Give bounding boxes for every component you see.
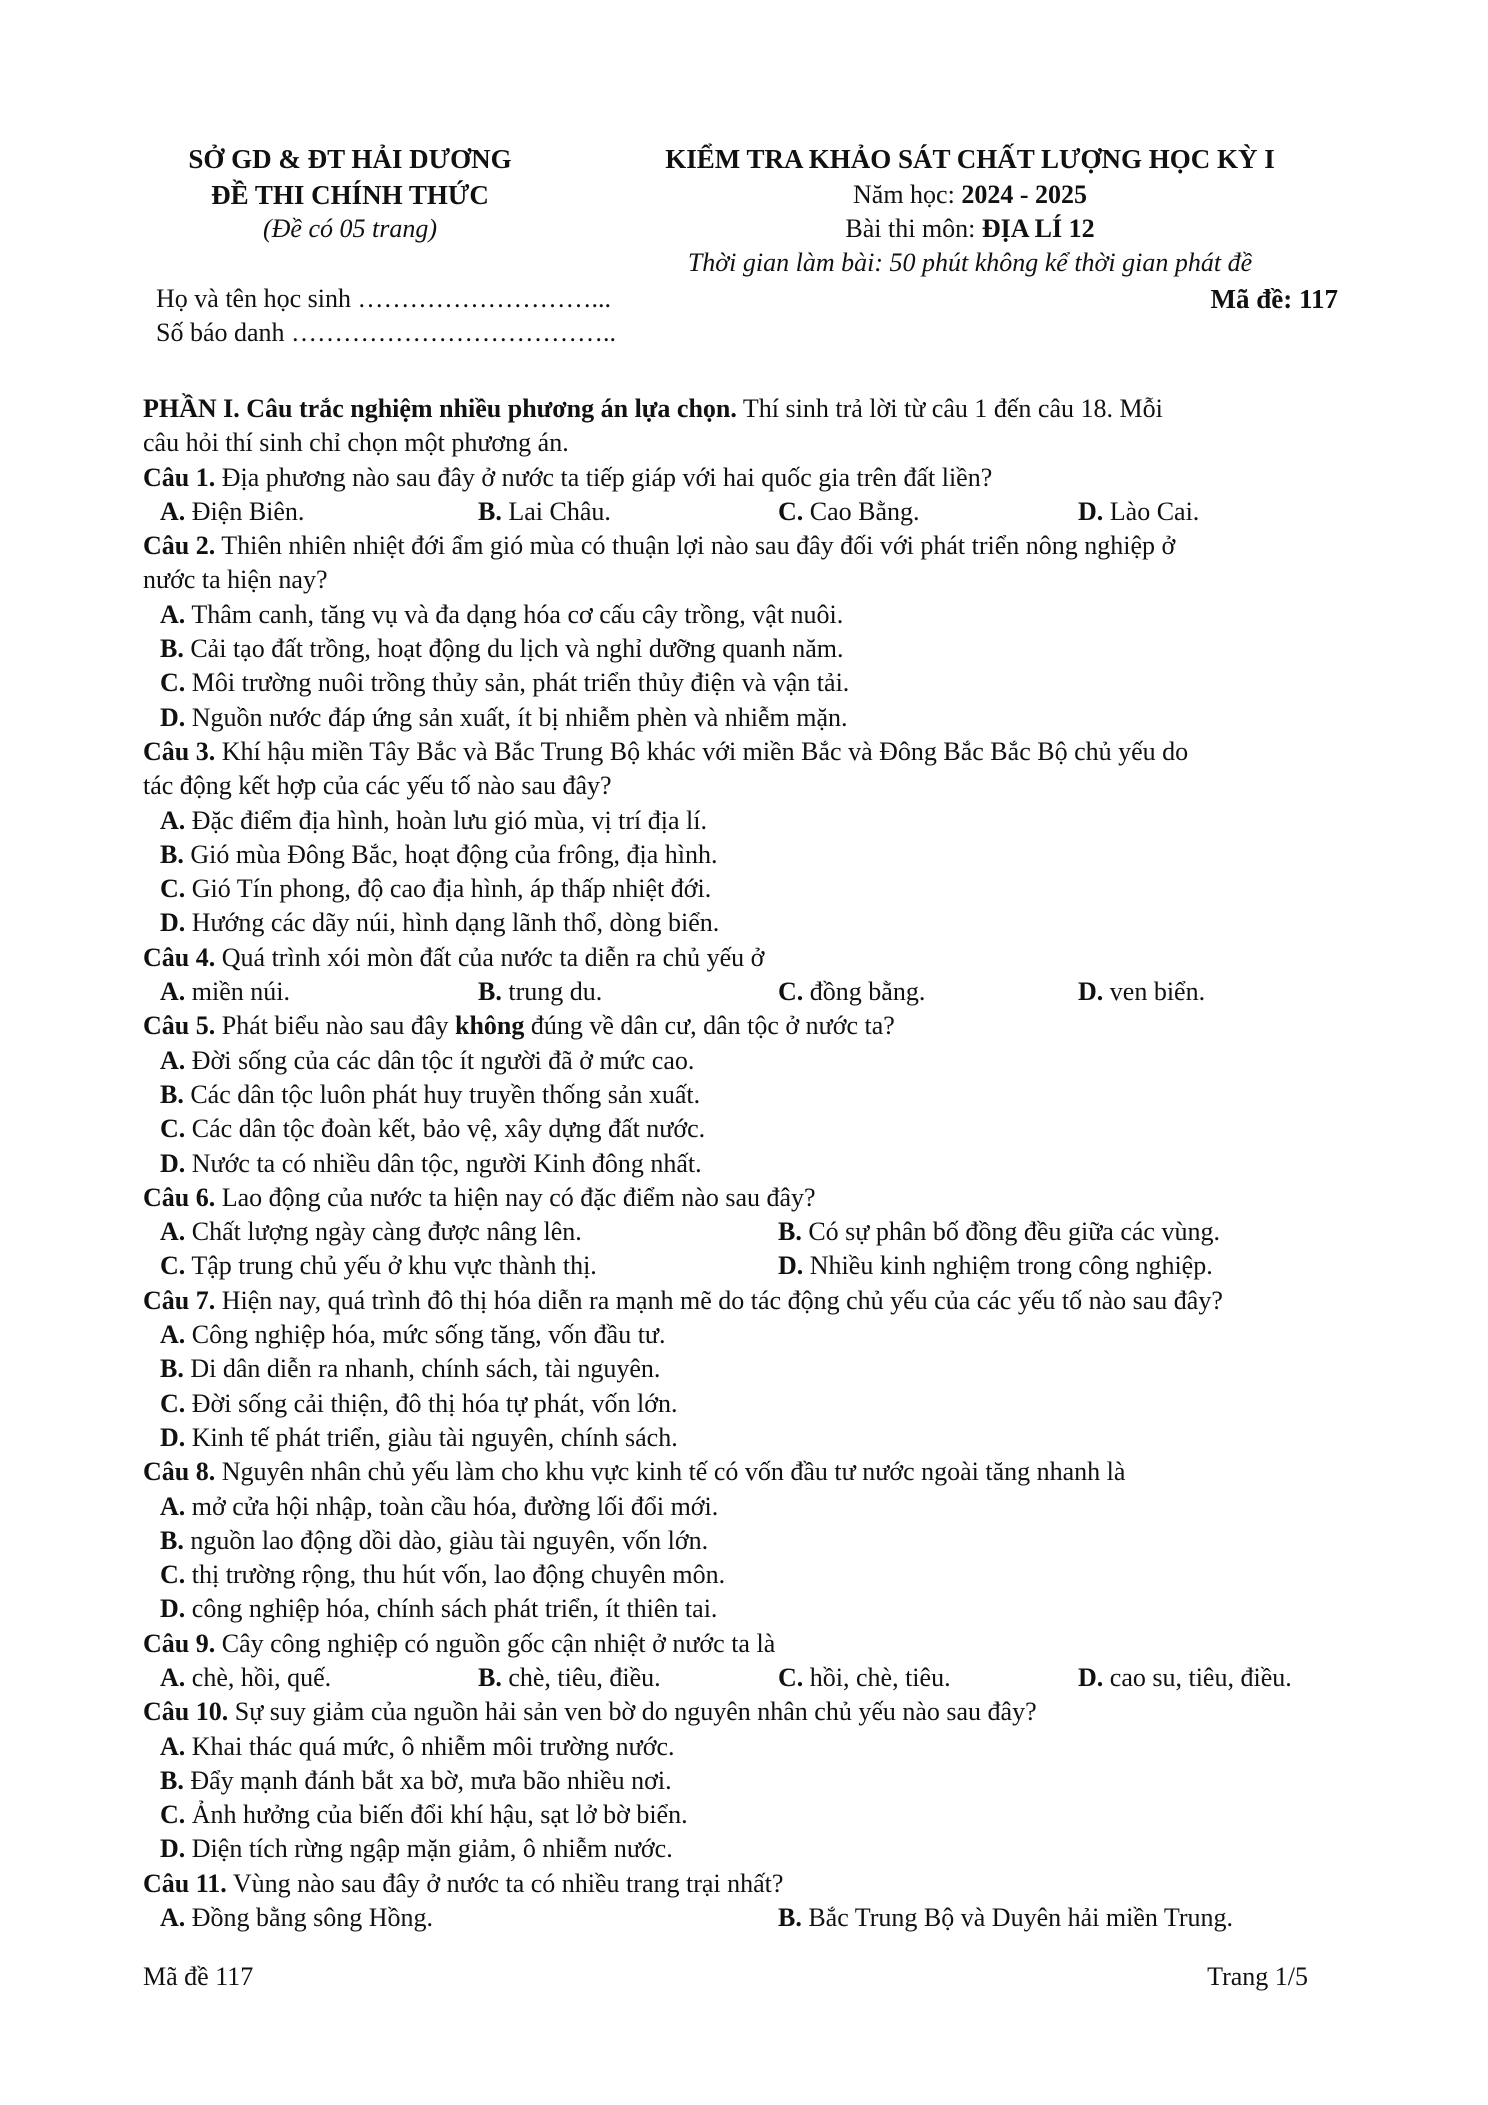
option-letter: A. bbox=[160, 496, 186, 526]
option-row bbox=[143, 1490, 1353, 1524]
option-text: Các dân tộc đoàn kết, bảo vệ, xây dựng đất nước. bbox=[191, 1114, 706, 1144]
option-text: Nước ta có nhiều dân tộc, người Kinh đông nhất. bbox=[191, 1148, 702, 1178]
option-text: thị trường rộng, thu hút vốn, lao động chuyên môn. bbox=[191, 1560, 726, 1590]
school-year bbox=[600, 182, 1340, 208]
question-stem bbox=[143, 1284, 1353, 1318]
answer-option[interactable] bbox=[778, 497, 920, 526]
section-title: PHẦN I. Câu trắc nghiệm nhiều phương án lựa chọn. bbox=[143, 394, 737, 423]
option-text: Ảnh hưởng của biến đổi khí hậu, sạt lở bờ biển. bbox=[191, 1800, 688, 1830]
answer-option[interactable] bbox=[160, 1080, 700, 1109]
subject bbox=[600, 216, 1340, 242]
answer-option[interactable] bbox=[160, 840, 717, 869]
answer-option[interactable] bbox=[160, 1354, 660, 1383]
option-cell bbox=[778, 1249, 1213, 1283]
option-letter: A. bbox=[160, 1903, 186, 1933]
option-letter: A. bbox=[160, 1217, 186, 1247]
option-row bbox=[143, 1352, 1353, 1386]
option-row bbox=[143, 1592, 1353, 1626]
question-stem bbox=[143, 563, 1353, 597]
question-stem bbox=[143, 1009, 1353, 1043]
option-text: Hướng các dãy núi, hình dạng lãnh thổ, dòng biển. bbox=[191, 908, 720, 938]
option-text: Tập trung chủ yếu ở khu vực thành thị. bbox=[191, 1251, 597, 1281]
option-letter: C. bbox=[778, 1662, 804, 1692]
option-letter: D. bbox=[160, 1834, 186, 1864]
footer-page-number: Trang 1/5 bbox=[1207, 1962, 1308, 1991]
candidate-number-line: Số báo danh ……………………………….. bbox=[156, 318, 617, 347]
option-text: chè, hồi, quế. bbox=[191, 1662, 332, 1692]
question-text: Nguyên nhân chủ yếu làm cho khu vực kinh tế có vốn đầu tư nước ngoài tăng nhanh là bbox=[221, 1457, 1126, 1487]
question-text: đúng về dân cư, dân tộc ở nước ta? bbox=[524, 1011, 895, 1041]
option-letter: D. bbox=[778, 1251, 804, 1281]
option-letter: D. bbox=[160, 1422, 186, 1452]
answer-option[interactable] bbox=[160, 1732, 675, 1761]
option-row bbox=[143, 666, 1353, 700]
question-text: nước ta hiện nay? bbox=[143, 565, 328, 595]
option-text: Chất lượng ngày càng được nâng lên. bbox=[191, 1217, 582, 1247]
question-text: Lao động của nước ta hiện nay có đặc điểm nào sau đây? bbox=[221, 1182, 816, 1212]
answer-option[interactable] bbox=[778, 1217, 1220, 1246]
option-text: hồi, chè, tiêu. bbox=[809, 1662, 951, 1692]
exam-code: Mã đề: 117 bbox=[1210, 284, 1338, 314]
option-cell bbox=[160, 495, 304, 529]
answer-option[interactable] bbox=[160, 1423, 678, 1452]
option-letter: A. bbox=[160, 1320, 186, 1350]
answer-option[interactable] bbox=[160, 1251, 597, 1280]
option-text: Bắc Trung Bộ và Duyên hải miền Trung. bbox=[808, 1903, 1234, 1933]
option-text: nguồn lao động dồi dào, giàu tài nguyên, vốn lớn. bbox=[190, 1525, 709, 1555]
question-text: Phát biểu nào sau đây bbox=[221, 1011, 455, 1041]
question-text: Thiên nhiên nhiệt đới ẩm gió mùa có thuận lợi nào sau đây đối với phát triển nông nghiệp ở bbox=[221, 531, 1176, 561]
option-letter: C. bbox=[778, 496, 804, 526]
subject-value: ĐỊA LÍ 12 bbox=[981, 214, 1095, 243]
answer-option[interactable] bbox=[160, 1834, 673, 1863]
option-letter: B. bbox=[778, 1903, 802, 1933]
option-row bbox=[143, 1421, 1353, 1455]
option-row bbox=[143, 975, 1353, 1009]
question-stem bbox=[143, 1867, 1353, 1901]
option-text: Công nghiệp hóa, mức sống tăng, vốn đầu tư. bbox=[191, 1320, 666, 1350]
answer-option[interactable] bbox=[160, 634, 844, 663]
answer-option[interactable] bbox=[160, 1046, 694, 1075]
question-label: Câu 7. bbox=[143, 1285, 216, 1315]
option-text: chè, tiêu, điều. bbox=[508, 1662, 661, 1692]
option-letter: C. bbox=[160, 1251, 186, 1281]
section-intro-line-2: câu hỏi thí sinh chỉ chọn một phương án. bbox=[143, 428, 569, 458]
option-cell bbox=[478, 975, 602, 1009]
exam-title: KIỂM TRA KHẢO SÁT CHẤT LƯỢNG HỌC KỲ I bbox=[665, 144, 1275, 174]
question-text: tác động kết hợp của các yếu tố nào sau đây? bbox=[143, 771, 612, 801]
option-row bbox=[143, 1764, 1353, 1798]
question-stem bbox=[143, 941, 1353, 975]
answer-option[interactable] bbox=[160, 1560, 725, 1589]
footer-exam-code: Mã đề 117 bbox=[143, 1962, 254, 1991]
option-row bbox=[143, 1832, 1353, 1866]
question-stem bbox=[143, 1695, 1353, 1729]
answer-option[interactable] bbox=[160, 1389, 677, 1418]
option-row bbox=[143, 701, 1353, 735]
option-text: miền núi. bbox=[191, 977, 290, 1007]
answer-option[interactable] bbox=[778, 1663, 951, 1692]
option-row bbox=[143, 1318, 1353, 1352]
option-text: Các dân tộc luôn phát huy truyền thống sản xuất. bbox=[190, 1079, 701, 1109]
option-row bbox=[143, 495, 1353, 529]
option-row bbox=[143, 1901, 1353, 1935]
option-cell bbox=[1078, 975, 1205, 1009]
question-text: Quá trình xói mòn đất của nước ta diễn ra chủ yếu ở bbox=[221, 942, 765, 972]
official-exam-label: ĐỀ THI CHÍNH THỨC bbox=[211, 180, 489, 210]
department-name: SỞ GD & ĐT HẢI DƯƠNG bbox=[188, 144, 512, 174]
question-stem bbox=[143, 1627, 1353, 1661]
option-text: Đặc điểm địa hình, hoàn lưu gió mùa, vị trí địa lí. bbox=[191, 805, 707, 835]
question-label: Câu 4. bbox=[143, 942, 216, 972]
exam-content bbox=[143, 392, 1353, 1935]
option-text: Nhiều kinh nghiệm trong công nghiệp. bbox=[809, 1251, 1213, 1281]
option-letter: B. bbox=[778, 1217, 802, 1247]
option-text: công nghiệp hóa, chính sách phát triển, ít thiên tai. bbox=[191, 1594, 718, 1624]
option-row bbox=[143, 632, 1353, 666]
question-label: Câu 5. bbox=[143, 1011, 216, 1041]
answer-option[interactable] bbox=[160, 668, 849, 697]
option-row bbox=[143, 906, 1353, 940]
option-text: Môi trường nuôi trồng thủy sản, phát triển thủy điện và vận tải. bbox=[191, 668, 850, 698]
option-text: Điện Biên. bbox=[191, 496, 305, 526]
option-row bbox=[143, 1558, 1353, 1592]
answer-option[interactable] bbox=[160, 1903, 433, 1932]
option-row bbox=[143, 1387, 1353, 1421]
option-text: Di dân diễn ra nhanh, chính sách, tài nguyên. bbox=[190, 1354, 661, 1384]
option-text: Đồng bằng sông Hồng. bbox=[191, 1903, 433, 1933]
option-letter: B. bbox=[160, 1354, 184, 1384]
answer-option[interactable] bbox=[160, 600, 843, 629]
answer-option[interactable] bbox=[160, 1320, 666, 1349]
question-stem bbox=[143, 461, 1353, 495]
option-letter: B. bbox=[478, 1662, 502, 1692]
option-letter: A. bbox=[160, 1731, 186, 1761]
answer-option[interactable] bbox=[160, 874, 711, 903]
option-cell bbox=[478, 1661, 661, 1695]
option-text: Gió Tín phong, độ cao địa hình, áp thấp nhiệt đới. bbox=[191, 874, 712, 904]
question-text: Hiện nay, quá trình đô thị hóa diễn ra mạnh mẽ do tác động chủ yếu của các yếu tố nào sau đây? bbox=[221, 1285, 1223, 1315]
answer-option[interactable] bbox=[160, 806, 707, 835]
question-text: Vùng nào sau đây ở nước ta có nhiều trang trại nhất? bbox=[232, 1868, 784, 1898]
answer-option[interactable] bbox=[1078, 497, 1199, 526]
answer-option[interactable] bbox=[160, 703, 847, 732]
option-letter: A. bbox=[160, 1662, 186, 1692]
option-letter: B. bbox=[478, 977, 502, 1007]
option-cell bbox=[160, 1901, 433, 1935]
question-text: Sự suy giảm của nguồn hải sản ven bờ do nguyên nhân chủ yếu nào sau đây? bbox=[234, 1697, 1037, 1727]
question-stem bbox=[143, 735, 1353, 769]
option-row bbox=[143, 1112, 1353, 1146]
option-row bbox=[143, 1215, 1353, 1249]
option-text: cao su, tiêu, điều. bbox=[1109, 1662, 1292, 1692]
option-row bbox=[143, 1524, 1353, 1558]
option-text: trung du. bbox=[508, 977, 603, 1007]
option-text: Cao Bằng. bbox=[809, 496, 920, 526]
school-year-value: 2024 - 2025 bbox=[961, 180, 1087, 209]
question-text: Địa phương nào sau đây ở nước ta tiếp giáp với hai quốc gia trên đất liền? bbox=[221, 462, 993, 492]
school-year-label: Năm học: bbox=[853, 180, 962, 209]
option-text: Khai thác quá mức, ô nhiễm môi trường nước. bbox=[191, 1731, 675, 1761]
option-letter: A. bbox=[160, 1491, 186, 1521]
option-letter: C. bbox=[160, 1114, 186, 1144]
option-letter: B. bbox=[160, 1525, 184, 1555]
answer-option[interactable] bbox=[778, 1251, 1213, 1280]
option-letter: C. bbox=[160, 1388, 186, 1418]
option-letter: D. bbox=[160, 908, 186, 938]
option-row bbox=[143, 1249, 1353, 1283]
question-label: Câu 9. bbox=[143, 1628, 216, 1658]
option-letter: B. bbox=[160, 1079, 184, 1109]
answer-option[interactable] bbox=[160, 1492, 718, 1521]
question-emphasis: không bbox=[454, 1011, 525, 1041]
option-letter: C. bbox=[160, 668, 186, 698]
question-text: Cây công nghiệp có nguồn gốc cận nhiệt ở nước ta là bbox=[221, 1628, 776, 1658]
answer-option[interactable] bbox=[160, 1766, 672, 1795]
page-count-note: (Đề có 05 trang) bbox=[262, 214, 437, 243]
question-label: Câu 8. bbox=[143, 1457, 216, 1487]
option-row bbox=[143, 1730, 1353, 1764]
option-text: Kinh tế phát triển, giàu tài nguyên, chính sách. bbox=[191, 1422, 678, 1452]
option-cell bbox=[778, 1661, 951, 1695]
section-intro-1: Thí sinh trả lời từ câu 1 đến câu 18. Mỗi bbox=[736, 394, 1163, 423]
answer-option[interactable] bbox=[160, 1663, 331, 1692]
option-letter: B. bbox=[160, 839, 184, 869]
option-letter: C. bbox=[160, 874, 186, 904]
option-cell bbox=[160, 1661, 331, 1695]
answer-option[interactable] bbox=[778, 1903, 1233, 1932]
option-text: Lai Châu. bbox=[508, 496, 611, 526]
option-letter: D. bbox=[160, 1148, 186, 1178]
option-letter: C. bbox=[160, 1800, 186, 1830]
answer-option[interactable] bbox=[1078, 977, 1205, 1006]
option-row bbox=[143, 804, 1353, 838]
answer-option[interactable] bbox=[478, 977, 602, 1006]
option-cell bbox=[160, 975, 290, 1009]
question-label: Câu 10. bbox=[143, 1697, 229, 1727]
option-cell bbox=[778, 1901, 1233, 1935]
question-stem bbox=[143, 769, 1353, 803]
answer-option[interactable] bbox=[160, 1114, 705, 1143]
option-text: Lào Cai. bbox=[1109, 496, 1200, 526]
option-cell bbox=[778, 975, 925, 1009]
option-letter: C. bbox=[160, 1560, 186, 1590]
option-text: Cải tạo đất trồng, hoạt động du lịch và nghỉ dưỡng quanh năm. bbox=[190, 634, 844, 664]
question-stem bbox=[143, 1181, 1353, 1215]
option-letter: A. bbox=[160, 805, 186, 835]
student-name-line: Họ và tên học sinh ………………………... bbox=[156, 284, 611, 313]
option-letter: B. bbox=[478, 496, 502, 526]
question-text: Khí hậu miền Tây Bắc và Bắc Trung Bộ khác với miền Bắc và Đông Bắc Bắc Bộ chủ yếu do bbox=[221, 736, 1189, 766]
question-label: Câu 6. bbox=[143, 1182, 216, 1212]
question-label: Câu 11. bbox=[143, 1868, 227, 1898]
option-letter: B. bbox=[160, 634, 184, 664]
subject-label: Bài thi môn: bbox=[845, 214, 982, 243]
answer-option[interactable] bbox=[160, 1594, 717, 1623]
answer-option[interactable] bbox=[160, 1217, 582, 1246]
answer-option[interactable] bbox=[478, 497, 611, 526]
option-text: ven biển. bbox=[1109, 977, 1206, 1007]
option-cell bbox=[1078, 495, 1199, 529]
option-text: Nguồn nước đáp ứng sản xuất, ít bị nhiễm phèn và nhiễm mặn. bbox=[191, 702, 848, 732]
option-text: Đời sống cải thiện, đô thị hóa tự phát, vốn lớn. bbox=[191, 1388, 678, 1418]
option-row bbox=[143, 1798, 1353, 1832]
option-letter: A. bbox=[160, 977, 186, 1007]
option-text: Thâm canh, tăng vụ và đa dạng hóa cơ cấu cây trồng, vật nuôi. bbox=[191, 599, 844, 629]
question-label: Câu 2. bbox=[143, 531, 216, 561]
question-stem bbox=[143, 1455, 1353, 1489]
option-row bbox=[143, 872, 1353, 906]
question-label: Câu 3. bbox=[143, 736, 216, 766]
option-row bbox=[143, 1661, 1353, 1695]
option-row bbox=[143, 838, 1353, 872]
answer-option[interactable] bbox=[778, 977, 925, 1006]
option-text: Gió mùa Đông Bắc, hoạt động của frông, địa hình. bbox=[190, 839, 718, 869]
option-row bbox=[143, 1147, 1353, 1181]
exam-duration: Thời gian làm bài: 50 phút không kể thời gian phát đề bbox=[687, 248, 1253, 277]
answer-option[interactable] bbox=[478, 1663, 661, 1692]
option-cell bbox=[778, 1215, 1220, 1249]
option-cell bbox=[160, 1215, 582, 1249]
option-cell bbox=[1078, 1661, 1292, 1695]
option-text: Có sự phân bố đồng đều giữa các vùng. bbox=[808, 1217, 1220, 1247]
question-label: Câu 1. bbox=[143, 462, 216, 492]
option-row bbox=[143, 598, 1353, 632]
answer-option[interactable] bbox=[160, 497, 304, 526]
option-letter: D. bbox=[1078, 977, 1104, 1007]
option-cell bbox=[160, 1249, 597, 1283]
question-stem bbox=[143, 529, 1353, 563]
option-cell bbox=[778, 495, 920, 529]
answer-option[interactable] bbox=[160, 1149, 702, 1178]
option-row bbox=[143, 1044, 1353, 1078]
option-cell bbox=[478, 495, 611, 529]
option-text: mở cửa hội nhập, toàn cầu hóa, đường lối đổi mới. bbox=[191, 1491, 719, 1521]
answer-option[interactable] bbox=[160, 1526, 708, 1555]
option-letter: A. bbox=[160, 599, 186, 629]
option-letter: D. bbox=[1078, 1662, 1104, 1692]
option-text: Đời sống của các dân tộc ít người đã ở mức cao. bbox=[191, 1045, 695, 1075]
section-intro-line-1 bbox=[143, 392, 1353, 426]
option-letter: D. bbox=[160, 702, 186, 732]
option-letter: D. bbox=[1078, 496, 1104, 526]
option-row bbox=[143, 1078, 1353, 1112]
answer-option[interactable] bbox=[160, 1800, 688, 1829]
option-text: Diện tích rừng ngập mặn giảm, ô nhiễm nước. bbox=[191, 1834, 673, 1864]
answer-option[interactable] bbox=[160, 977, 290, 1006]
option-letter: B. bbox=[160, 1765, 184, 1795]
option-letter: C. bbox=[778, 977, 804, 1007]
option-text: Đẩy mạnh đánh bắt xa bờ, mưa bão nhiều nơi. bbox=[190, 1765, 672, 1795]
option-letter: A. bbox=[160, 1045, 186, 1075]
option-text: đồng bằng. bbox=[809, 977, 926, 1007]
answer-option[interactable] bbox=[1078, 1663, 1292, 1692]
option-letter: D. bbox=[160, 1594, 186, 1624]
answer-option[interactable] bbox=[160, 908, 719, 937]
